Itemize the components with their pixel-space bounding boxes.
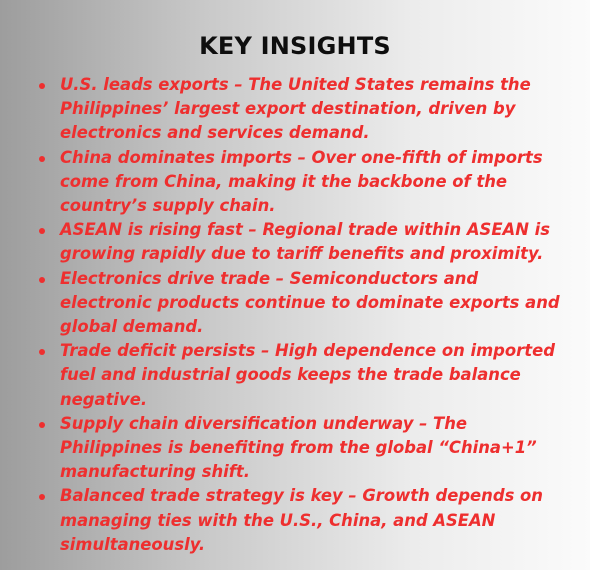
list-item bbox=[60, 146, 568, 219]
insight-text: U.S. leads exports – The United States remains the Philippines’ largest export destination, driven by electronics and services demand. bbox=[60, 75, 531, 143]
insight-text: China dominates imports – Over one-fifth of imports come from China, making it the backbone of the country’s supply chain. bbox=[60, 147, 543, 216]
list-item bbox=[60, 412, 568, 485]
insight-text: Supply chain diversification underway – The Philippines is benefiting from the global “China+1” manufacturing shift. bbox=[60, 413, 537, 482]
bullet-icon bbox=[39, 277, 45, 283]
bullet-icon bbox=[39, 349, 45, 355]
bullet-icon bbox=[39, 228, 45, 234]
bullet-icon bbox=[39, 494, 45, 500]
bullet-icon bbox=[39, 83, 45, 89]
page-title: KEY INSIGHTS bbox=[199, 32, 391, 60]
insight-text: Electronics drive trade – Semiconductors and electronic products continue to dominate exports and global demand. bbox=[60, 268, 560, 337]
insights-list bbox=[60, 73, 568, 557]
bullet-icon bbox=[39, 156, 45, 162]
bullet-icon bbox=[39, 422, 45, 428]
list-item bbox=[60, 218, 568, 266]
list-item bbox=[60, 73, 568, 146]
list-item bbox=[60, 267, 568, 340]
insight-text: Trade deficit persists – High dependence on imported fuel and industrial goods keeps the trade balance negative. bbox=[60, 341, 555, 409]
list-item bbox=[60, 484, 568, 557]
list-item bbox=[60, 339, 568, 412]
insight-text: Balanced trade strategy is key – Growth depends on managing ties with the U.S., China, and ASEAN simultaneously. bbox=[60, 486, 543, 554]
insight-text: ASEAN is rising fast – Regional trade within ASEAN is growing rapidly due to tariff benefits and proximity. bbox=[60, 220, 550, 264]
